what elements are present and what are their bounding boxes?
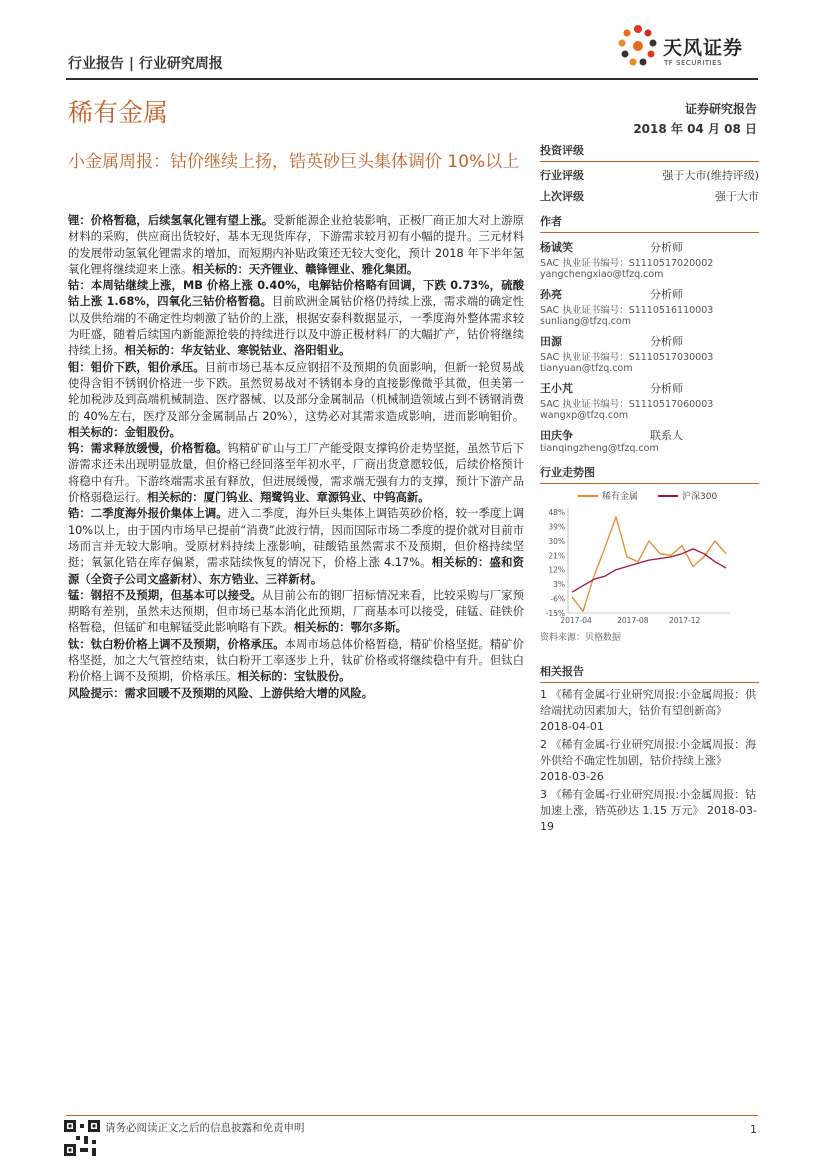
related-targets: 相关标的：宝钛股份。 bbox=[237, 670, 351, 684]
header-divider bbox=[66, 78, 758, 80]
paragraph-text: 目前市场已基本反应钢招不及预期的负面影响，但新一轮贸易战使得含钼不锈钢价格进一步下跌。虽然贸易战对不锈钢本身的直接影像微乎其微，但美第一轮加税涉及到高端机械制造、医疗器械、以及部分金属制品（机械制造领域占到不锈钢消费的 40%左右，医疗及部分金属制品占 20%），这势必对其需求造成影响，进而影响钼价。 bbox=[68, 360, 524, 423]
author-card bbox=[540, 427, 759, 454]
related-targets: 相关标的：盛和资源（全资子公司文盛新材）、东方锆业、三祥新材。 bbox=[68, 556, 524, 586]
rating-row bbox=[540, 167, 759, 183]
qr-code-icon bbox=[64, 1120, 100, 1156]
body-paragraph bbox=[68, 686, 524, 702]
trend-divider bbox=[540, 483, 759, 484]
paragraph-lead: 钼：钼价下跌，钼价承压。 bbox=[68, 360, 205, 374]
body-paragraph bbox=[68, 588, 524, 637]
related-divider bbox=[540, 682, 759, 683]
author-name: 田庆争 bbox=[540, 429, 573, 442]
author-email[interactable]: tianyuan@tfzq.com bbox=[540, 363, 633, 374]
related-report-item[interactable]: 1 《稀有金属-行业研究周报:小金属周报：供给端扰动因素加大，钴价有望创新高》 2018-04-01 bbox=[540, 688, 757, 733]
author-role: 分析师 bbox=[650, 335, 683, 348]
author-role: 分析师 bbox=[650, 241, 683, 254]
paragraph-lead: 锰：钢招不及预期，但基本可以接受。 bbox=[68, 588, 262, 602]
x-tick-label: 2017-08 bbox=[617, 616, 649, 625]
rating-label: 上次评级 bbox=[540, 190, 584, 203]
body-paragraph bbox=[68, 441, 524, 506]
rating-row bbox=[540, 188, 759, 204]
y-tick-label: 3% bbox=[553, 580, 565, 590]
author-card bbox=[540, 286, 759, 327]
related-report-item[interactable]: 2 《稀有金属-行业研究周报:小金属周报：海外供给不确定性加剧，钴价持续上涨》 2018-03-26 bbox=[540, 738, 757, 783]
sector-name: 稀有金属 bbox=[68, 98, 169, 127]
author-role: 联系人 bbox=[650, 429, 683, 442]
company-logo bbox=[613, 19, 763, 73]
footer-divider bbox=[66, 1115, 758, 1116]
author-name: 杨诚笑 bbox=[540, 241, 573, 254]
paragraph-lead: 风险提示：需求回暖不及预期的风险、上游供给大增的风险。 bbox=[68, 686, 374, 700]
x-tick-label: 2017-04 bbox=[560, 616, 592, 625]
paragraph-lead: 钛：钛白粉价格上调不及预期，价格承压。 bbox=[68, 637, 285, 651]
author-cert: SAC 执业证书编号：S1110516110003 bbox=[540, 305, 714, 316]
y-tick-label: -15% bbox=[545, 609, 565, 618]
author-name: 孙亮 bbox=[540, 288, 562, 301]
rating-value: 强于大市 bbox=[715, 190, 759, 203]
authors-divider bbox=[540, 232, 759, 233]
authors-section bbox=[540, 213, 759, 454]
author-cert: SAC 执业证书编号：S1110517020002 bbox=[540, 258, 714, 269]
y-tick-label: 12% bbox=[548, 565, 565, 575]
footer-disclaimer: 请务必阅读正文之后的信息披露和免责申明 bbox=[105, 1122, 305, 1134]
x-tick-label: 2017-12 bbox=[668, 616, 701, 625]
paragraph-lead: 钴：本周钴继续上涨，MB 价格上涨 0.40%，电解钴价格略有回调，下跌 0.73%，硫酸钴上涨 1.68%，四氧化三钴价格暂稳。 bbox=[68, 279, 524, 309]
paragraph-text: 从目前公布的钢厂招标情况来看，比较采购与厂家预期略有差别，虽然未达预期，但市场已基本消化此预期，厂商基本可以接受，硅锰、硅铁价格暂稳，但锰矿和电解锰受此影响略有下跌。 bbox=[68, 588, 524, 635]
author-role: 分析师 bbox=[650, 288, 683, 301]
author-email[interactable]: yangchengxiao@tfzq.com bbox=[540, 269, 664, 280]
paragraph-lead: 锂：价格暂稳，后续氢氧化锂有望上涨。 bbox=[68, 214, 274, 227]
related-targets: 相关标的：天齐锂业、赣锋锂业、雅化集团。 bbox=[192, 262, 419, 276]
author-card bbox=[540, 333, 759, 374]
report-title: 小金属周报：钴价继续上扬，锆英砂巨头集体调价 10%以上 bbox=[68, 152, 520, 172]
paragraph-text: 进入二季度，海外巨头集体上调锆英砂价格，较一季度上调 10%以上，由于国内市场早已提前“消费”此波行情，因而国际市场二季度的提价就对目前市场而言并无较大影响。受原材料持续上涨影响，硅酸锆虽然需求不及预期，但价格持续坚挺；氧氯化锆在库存偏紧，需求陆续恢复的情况下，价格上涨 4.17%。 bbox=[68, 507, 524, 570]
body-paragraph bbox=[68, 213, 524, 278]
logo-mark-icon bbox=[613, 21, 663, 71]
rating-divider bbox=[540, 161, 759, 162]
related-heading: 相关报告 bbox=[540, 665, 584, 678]
rating-label: 行业评级 bbox=[540, 169, 584, 182]
legend-label: 稀有金属 bbox=[602, 492, 639, 502]
page-number: 1 bbox=[750, 1123, 757, 1136]
author-cert: SAC 执业证书编号：S1110517060003 bbox=[540, 399, 714, 410]
author-card bbox=[540, 239, 759, 280]
logo-text-cn: 天风证券 bbox=[663, 37, 744, 59]
report-body bbox=[68, 213, 524, 702]
author-email[interactable]: tianqingzheng@tfzq.com bbox=[540, 443, 659, 454]
related-targets: 相关标的：华友钴业、寒锐钴业、洛阳钼业。 bbox=[124, 344, 351, 358]
y-tick-label: 39% bbox=[548, 522, 565, 532]
trend-heading: 行业走势图 bbox=[540, 466, 595, 479]
body-paragraph bbox=[68, 278, 524, 359]
author-role: 分析师 bbox=[650, 382, 683, 395]
report-category: 行业报告 | 行业研究周报 bbox=[68, 56, 223, 72]
trend-section bbox=[540, 464, 759, 643]
body-paragraph bbox=[68, 506, 524, 587]
author-name: 王小芃 bbox=[540, 382, 573, 395]
related-targets: 相关标的：鄂尔多斯。 bbox=[293, 621, 407, 635]
report-date: 2018 年 04 月 08 日 bbox=[633, 122, 757, 136]
rating-section bbox=[540, 142, 759, 204]
legend-label: 沪深300 bbox=[682, 492, 718, 502]
paragraph-lead: 锆：二季度海外报价集体上调。 bbox=[68, 507, 228, 521]
body-paragraph bbox=[68, 360, 524, 441]
authors-heading: 作者 bbox=[540, 215, 562, 228]
paragraph-lead: 钨：需求释放缓慢，价格暂稳。 bbox=[68, 442, 228, 456]
series-line bbox=[572, 549, 726, 592]
logo-text-en: TF SECURITIES bbox=[664, 59, 723, 67]
report-type: 证券研究报告 bbox=[684, 102, 757, 116]
trend-chart bbox=[540, 488, 759, 628]
paragraph-text: 目前欧洲金属钴价格仍持续上涨，需求端的确定性以及供给端的不确定性均刺激了钴价的上涨，根据安泰科数据显示，一季度海外整体需求较为旺盛，随着后续国内新能源抢装的持续进行以及中游正极材料厂的大幅扩产，钴价将继续持续上扬。 bbox=[68, 295, 524, 358]
author-email[interactable]: wangxp@tfzq.com bbox=[540, 410, 629, 421]
y-tick-label: 21% bbox=[548, 551, 565, 561]
related-section bbox=[540, 663, 759, 837]
related-report-item[interactable]: 3 《稀有金属-行业研究周报:小金属周报：钴加速上涨，锆英砂达 1.15 万元》 2018-03-19 bbox=[540, 788, 757, 833]
y-tick-label: 30% bbox=[548, 536, 565, 546]
paragraph-text: 受新能源企业抢装影响，正极厂商正加大对上游原材料的采购，供应商出货较好，基本无现货库存，下游需求较月初有小幅的提升。三元材料的发展带动氢氧化锂需求的增加，而短期内补贴政策还无较大变化，预计 2018 年下半年氢氧化锂将继续迎来上涨。 bbox=[68, 214, 524, 276]
y-tick-label: 48% bbox=[548, 508, 565, 517]
series-line bbox=[572, 517, 726, 612]
paragraph-text: 钨精矿矿山与工厂产能受限支撑钨价走势坚挺，虽然节后下游需求还未出现明显放量，但价格已经回落至年初水平，厂商出货意愿较低，后续价格预计将稳中有升。下游终端需求虽有释放，但进展缓慢，需求端无强有力的支撑，预计下游产品价格弱稳运行。 bbox=[68, 442, 524, 505]
related-targets: 相关标的：厦门钨业、翔鹭钨业、章源钨业、中钨高新。 bbox=[147, 491, 430, 505]
related-targets: 相关标的：金钼股份。 bbox=[68, 425, 181, 439]
chart-source: 资料来源：贝格数据 bbox=[540, 633, 622, 643]
rating-value: 强于大市(维持评级) bbox=[662, 169, 759, 182]
y-tick-label: -6% bbox=[550, 594, 565, 604]
body-paragraph bbox=[68, 637, 524, 686]
rating-heading: 投资评级 bbox=[540, 144, 584, 157]
author-email[interactable]: sunliang@tfzq.com bbox=[540, 316, 632, 327]
author-card bbox=[540, 380, 759, 421]
author-cert: SAC 执业证书编号：S1110517030003 bbox=[540, 352, 714, 363]
author-name: 田源 bbox=[540, 335, 562, 348]
paragraph-text: 本周市场总体价格暂稳，精矿价格坚挺。精矿价格坚挺，加之大气管控结束，钛白粉开工率逐步上升，钛矿价格或将继续稳中有升。但钛白粉价格上调不及预期，价格承压。 bbox=[68, 637, 524, 684]
